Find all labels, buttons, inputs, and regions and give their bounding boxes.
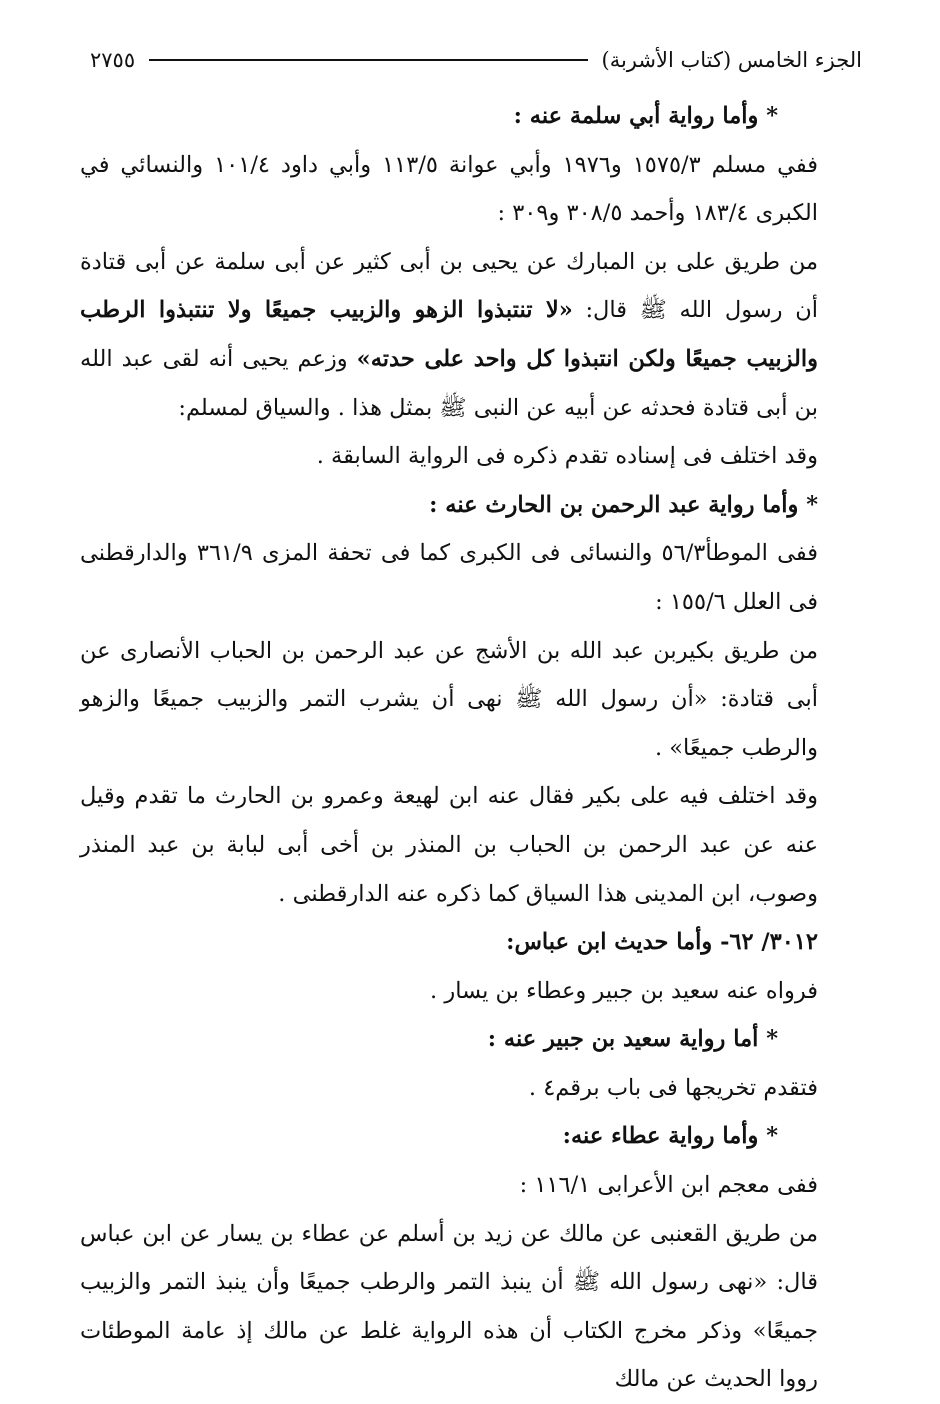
- running-title: الجزء الخامس (كتاب الأشربة): [601, 48, 862, 72]
- section-heading: * وأما رواية عطاء عنه:: [562, 1123, 778, 1150]
- paragraph: وقد اختلف فيه على بكير فقال عنه ابن لهيعة وعمرو بن الحارث ما تقدم وقيل عنه عن عبد الرحمن بن الحباب بن المنذر بن أخى أبى لبابة بن عبد المنذر وصوب، ابن المدينى هذا السياق كما ذكره عنه الدارقطنى .: [80, 783, 818, 907]
- paragraph-text: من طريق على بن المبارك عن يحيى بن أبى كثير عن أبى سلمة عن أبى قتادة أن رسول الله ﷺ قال:: [80, 248, 818, 324]
- section-heading: * وأما رواية أبي سلمة عنه :: [513, 103, 778, 129]
- page-header: [90, 40, 862, 80]
- paragraph: فتقدم تخريجها فى باب برقم٤ .: [528, 1074, 818, 1101]
- paragraph: فرواه عنه سعيد بن جبير وعطاء بن يسار .: [430, 977, 818, 1004]
- paragraph: وقد اختلف فى إسناده تقدم ذكره فى الرواية السابقة .: [316, 443, 818, 470]
- header-rule: [149, 59, 587, 61]
- section-heading: * وأما رواية عبد الرحمن بن الحارث عنه :: [429, 491, 818, 518]
- hadith-heading: ٣٠١٢/ ٦٢- وأما حديث ابن عباس:: [506, 929, 818, 956]
- paragraph: ففى الموطأ٥٦/٣ والنسائى فى الكبرى كما فى تحفة المزى ٣٦١/٩ والدارقطنى فى العلل ١٥٥/٦ :: [80, 540, 818, 615]
- section-heading: * أما رواية سعيد بن جبير عنه :: [487, 1026, 778, 1053]
- page-number: ٢٧٥٥: [90, 48, 136, 72]
- paragraph: ففى معجم ابن الأعرابى ١١٦/١ :: [519, 1172, 818, 1199]
- paragraph: من طريق بكيربن عبد الله بن الأشج عن عبد الرحمن بن الحباب الأنصارى عن أبى قتادة: «أن رسول الله ﷺ نهى أن يشرب التمر والزبيب جميعًا والزهو والرطب جميعًا» .: [80, 637, 818, 761]
- paragraph-text: وزعم يحيى أنه لقى عبد الله بن أبى قتادة فحدثه عن أبيه عن النبى ﷺ بمثل هذا . والسياق لمسلم:: [80, 345, 818, 421]
- hadith-quote: «لا تنتبذوا الزهو والزبيب جميعًا ولا تنتبذوا الرطب والزبيب جميعًا ولكن انتبذوا كل واحد على حدته»: [80, 297, 818, 372]
- paragraph: من طريق القعنبى عن مالك عن زيد بن أسلم عن عطاء بن يسار عن ابن عباس قال: «نهى رسول الله ﷺ أن ينبذ التمر والرطب جميعًا وأن ينبذ التمر والزبيب جميعًا» وذكر مخرج الكتاب أن هذه الرواية غلط عن مالك إذ عامة الموطئات رووا الحديث عن مالك: [80, 1220, 818, 1393]
- paragraph: ففي مسلم ١٥٧٥/٣ و١٩٧٦ وأبي عوانة ١١٣/٥ وأبي داود ١٠١/٤ والنسائي في الكبرى ١٨٣/٤ وأحمد ٣٠٨/٥ و٣٠٩ :: [80, 151, 818, 227]
- paragraph: [80, 238, 858, 432]
- page-body: [80, 92, 858, 1404]
